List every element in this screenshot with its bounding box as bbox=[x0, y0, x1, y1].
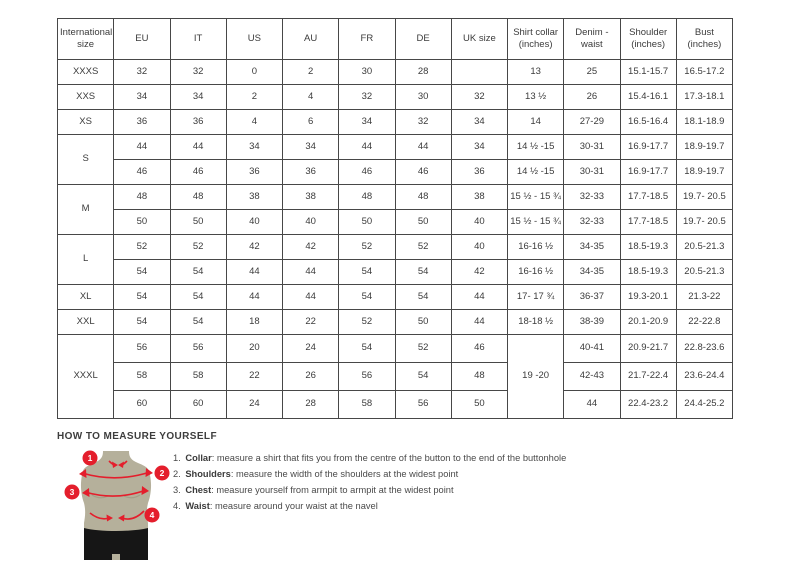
table-cell: 44 bbox=[226, 285, 282, 310]
step-number: 1. bbox=[173, 453, 181, 463]
header-row bbox=[58, 19, 733, 60]
table-cell: 32 bbox=[451, 85, 507, 110]
table-cell: 13 ½ bbox=[508, 85, 564, 110]
table-cell: 18.5-19.3 bbox=[620, 235, 676, 260]
step-number: 3. bbox=[173, 485, 181, 495]
table-cell: 27-29 bbox=[564, 110, 620, 135]
table-cell: 54 bbox=[170, 310, 226, 335]
table-cell: 34 bbox=[451, 110, 507, 135]
table-cell: 46 bbox=[114, 160, 170, 185]
size-label-cell: M bbox=[58, 185, 114, 235]
table-row bbox=[58, 185, 733, 210]
table-cell: 32 bbox=[170, 60, 226, 85]
column-header: International size bbox=[58, 19, 114, 60]
size-label-cell: XS bbox=[58, 110, 114, 135]
table-cell: 40 bbox=[451, 210, 507, 235]
measure-section-title: HOW TO MEASURE YOURSELF bbox=[57, 431, 217, 442]
table-cell: 21.3-22 bbox=[676, 285, 732, 310]
table-cell: 56 bbox=[170, 335, 226, 363]
table-cell: 24 bbox=[283, 335, 339, 363]
column-header: Shoulder (inches) bbox=[620, 19, 676, 60]
measure-step bbox=[173, 498, 733, 514]
table-cell: 34 bbox=[283, 135, 339, 160]
marker-4 bbox=[145, 508, 160, 523]
size-label-cell: XXXL bbox=[58, 335, 114, 419]
table-row bbox=[58, 310, 733, 335]
table-cell: 42 bbox=[226, 235, 282, 260]
table-cell: 38 bbox=[226, 185, 282, 210]
table-cell: 48 bbox=[451, 363, 507, 391]
table-cell: 18.9-19.7 bbox=[676, 160, 732, 185]
table-cell: 34 bbox=[339, 110, 395, 135]
table-cell: 40-41 bbox=[564, 335, 620, 363]
size-label-cell: XXL bbox=[58, 310, 114, 335]
table-cell: 20.1-20.9 bbox=[620, 310, 676, 335]
table-cell: 50 bbox=[170, 210, 226, 235]
table-cell: 44 bbox=[451, 285, 507, 310]
table-cell: 52 bbox=[170, 235, 226, 260]
table-cell: 36 bbox=[283, 160, 339, 185]
table-cell: 36-37 bbox=[564, 285, 620, 310]
step-label: Waist bbox=[185, 501, 210, 511]
table-cell: 54 bbox=[339, 260, 395, 285]
column-header: Bust (inches) bbox=[676, 19, 732, 60]
table-cell: 19.7- 20.5 bbox=[676, 210, 732, 235]
table-cell: 17- 17 ¾ bbox=[508, 285, 564, 310]
table-cell: 17.7-18.5 bbox=[620, 210, 676, 235]
table-cell: 44 bbox=[564, 391, 620, 419]
table-cell: 36 bbox=[226, 160, 282, 185]
column-header: Shirt collar (inches) bbox=[508, 19, 564, 60]
table-cell: 15.1-15.7 bbox=[620, 60, 676, 85]
table-cell: 17.3-18.1 bbox=[676, 85, 732, 110]
table-cell: 22.4-23.2 bbox=[620, 391, 676, 419]
table-cell: 54 bbox=[395, 363, 451, 391]
table-cell: 54 bbox=[114, 310, 170, 335]
step-description: : measure yourself from armpit to armpit at the widest point bbox=[211, 485, 454, 495]
table-cell: 25 bbox=[564, 60, 620, 85]
table-cell: 54 bbox=[170, 260, 226, 285]
table-cell: 20.5-21.3 bbox=[676, 260, 732, 285]
table-cell: 22-22.8 bbox=[676, 310, 732, 335]
table-cell: 22 bbox=[226, 363, 282, 391]
table-cell: 16-16 ½ bbox=[508, 260, 564, 285]
table-row bbox=[58, 391, 733, 419]
table-cell: 4 bbox=[226, 110, 282, 135]
measurement-figure bbox=[60, 449, 176, 563]
table-cell: 14 bbox=[508, 110, 564, 135]
column-header: IT bbox=[170, 19, 226, 60]
table-row bbox=[58, 363, 733, 391]
table-cell: 36 bbox=[170, 110, 226, 135]
svg-text:1: 1 bbox=[87, 453, 93, 463]
size-label-cell: S bbox=[58, 135, 114, 185]
table-cell: 18.1-18.9 bbox=[676, 110, 732, 135]
table-cell: 32-33 bbox=[564, 185, 620, 210]
torso-illustration-icon bbox=[60, 449, 176, 563]
table-row bbox=[58, 260, 733, 285]
table-cell: 30 bbox=[339, 60, 395, 85]
table-cell: 34-35 bbox=[564, 260, 620, 285]
measure-step bbox=[173, 450, 733, 466]
table-cell: 58 bbox=[114, 363, 170, 391]
table-cell: 54 bbox=[339, 285, 395, 310]
table-cell: 48 bbox=[395, 185, 451, 210]
size-label-cell: L bbox=[58, 235, 114, 285]
table-cell: 36 bbox=[451, 160, 507, 185]
step-description: : measure a shirt that fits you from the centre of the button to the end of the buttonhole bbox=[211, 453, 567, 463]
table-cell: 16.5-17.2 bbox=[676, 60, 732, 85]
measure-step bbox=[173, 482, 733, 498]
table-cell: 50 bbox=[395, 210, 451, 235]
table-row bbox=[58, 110, 733, 135]
step-label: Shoulders bbox=[185, 469, 231, 479]
table-row bbox=[58, 60, 733, 85]
table-row bbox=[58, 235, 733, 260]
table-cell: 36 bbox=[114, 110, 170, 135]
table-cell: 46 bbox=[170, 160, 226, 185]
table-cell: 60 bbox=[170, 391, 226, 419]
table-cell: 16.9-17.7 bbox=[620, 135, 676, 160]
table-row bbox=[58, 135, 733, 160]
table-cell: 48 bbox=[339, 185, 395, 210]
table-cell: 44 bbox=[339, 135, 395, 160]
step-number: 4. bbox=[173, 501, 181, 511]
table-cell: 44 bbox=[451, 310, 507, 335]
table-cell: 18-18 ½ bbox=[508, 310, 564, 335]
measure-step bbox=[173, 466, 733, 482]
table-cell: 50 bbox=[339, 210, 395, 235]
column-header: AU bbox=[283, 19, 339, 60]
table-cell: 52 bbox=[339, 235, 395, 260]
table-cell: 2 bbox=[226, 85, 282, 110]
table-cell: 46 bbox=[395, 160, 451, 185]
table-cell: 24 bbox=[226, 391, 282, 419]
table-cell: 46 bbox=[451, 335, 507, 363]
table-cell: 44 bbox=[283, 285, 339, 310]
table-cell: 52 bbox=[395, 235, 451, 260]
table-cell: 48 bbox=[114, 185, 170, 210]
table-cell: 23.6-24.4 bbox=[676, 363, 732, 391]
table-cell: 16.5-16.4 bbox=[620, 110, 676, 135]
table-cell: 17.7-18.5 bbox=[620, 185, 676, 210]
table-cell: 32 bbox=[339, 85, 395, 110]
table-row bbox=[58, 160, 733, 185]
table-cell: 32-33 bbox=[564, 210, 620, 235]
table-cell: 24.4-25.2 bbox=[676, 391, 732, 419]
table-cell: 34 bbox=[451, 135, 507, 160]
table-cell bbox=[451, 60, 507, 85]
table-cell: 30-31 bbox=[564, 160, 620, 185]
table-cell: 54 bbox=[114, 285, 170, 310]
table-cell: 38 bbox=[283, 185, 339, 210]
table-cell: 58 bbox=[339, 391, 395, 419]
size-label-cell: XXXS bbox=[58, 60, 114, 85]
table-cell: 18 bbox=[226, 310, 282, 335]
step-description: : measure around your waist at the navel bbox=[209, 501, 378, 511]
svg-text:2: 2 bbox=[159, 468, 165, 478]
table-cell: 21.7-22.4 bbox=[620, 363, 676, 391]
table-cell: 14 ½ -15 bbox=[508, 160, 564, 185]
table-cell: 48 bbox=[170, 185, 226, 210]
table-cell: 22 bbox=[283, 310, 339, 335]
table-cell: 15 ½ - 15 ¾ bbox=[508, 185, 564, 210]
table-cell: 54 bbox=[170, 285, 226, 310]
table-cell: 42 bbox=[451, 260, 507, 285]
table-cell: 16.9-17.7 bbox=[620, 160, 676, 185]
table-cell: 54 bbox=[395, 260, 451, 285]
table-cell: 18.5-19.3 bbox=[620, 260, 676, 285]
table-cell: 20.9-21.7 bbox=[620, 335, 676, 363]
table-cell: 44 bbox=[114, 135, 170, 160]
table-cell: 50 bbox=[395, 310, 451, 335]
table-cell: 38 bbox=[451, 185, 507, 210]
marker-1 bbox=[83, 451, 98, 466]
step-label: Collar bbox=[185, 453, 212, 463]
table-cell: 58 bbox=[170, 363, 226, 391]
table-cell: 22.8-23.6 bbox=[676, 335, 732, 363]
table-cell: 54 bbox=[395, 285, 451, 310]
table-row bbox=[58, 285, 733, 310]
table-cell: 28 bbox=[283, 391, 339, 419]
table-cell: 14 ½ -15 bbox=[508, 135, 564, 160]
table-cell: 38-39 bbox=[564, 310, 620, 335]
table-cell: 54 bbox=[114, 260, 170, 285]
table-cell: 18.9-19.7 bbox=[676, 135, 732, 160]
table-cell: 19.7- 20.5 bbox=[676, 185, 732, 210]
table-cell: 56 bbox=[339, 363, 395, 391]
table-cell: 44 bbox=[170, 135, 226, 160]
table-cell: 0 bbox=[226, 60, 282, 85]
table-cell: 42-43 bbox=[564, 363, 620, 391]
table-cell: 6 bbox=[283, 110, 339, 135]
column-header: DE bbox=[395, 19, 451, 60]
table-cell: 44 bbox=[283, 260, 339, 285]
size-table bbox=[57, 18, 733, 419]
table-cell: 40 bbox=[283, 210, 339, 235]
table-cell: 13 bbox=[508, 60, 564, 85]
table-cell: 26 bbox=[564, 85, 620, 110]
size-label-cell: XXS bbox=[58, 85, 114, 110]
table-cell: 60 bbox=[114, 391, 170, 419]
table-cell: 40 bbox=[451, 235, 507, 260]
table-cell: 4 bbox=[283, 85, 339, 110]
svg-text:4: 4 bbox=[149, 510, 155, 520]
table-cell: 20.5-21.3 bbox=[676, 235, 732, 260]
table-cell: 56 bbox=[114, 335, 170, 363]
table-row bbox=[58, 85, 733, 110]
table-cell: 15 ½ - 15 ¾ bbox=[508, 210, 564, 235]
column-header: UK size bbox=[451, 19, 507, 60]
table-cell: 30-31 bbox=[564, 135, 620, 160]
table-cell: 15.4-16.1 bbox=[620, 85, 676, 110]
table-cell: 34 bbox=[170, 85, 226, 110]
table-cell: 32 bbox=[395, 110, 451, 135]
column-header: US bbox=[226, 19, 282, 60]
table-cell: 30 bbox=[395, 85, 451, 110]
table-cell: 2 bbox=[283, 60, 339, 85]
table-cell: 50 bbox=[451, 391, 507, 419]
table-cell: 32 bbox=[114, 60, 170, 85]
table-cell: 44 bbox=[226, 260, 282, 285]
table-cell: 44 bbox=[395, 135, 451, 160]
step-description: : measure the width of the shoulders at the widest point bbox=[230, 469, 459, 479]
measure-steps bbox=[173, 450, 733, 514]
table-cell: 56 bbox=[395, 391, 451, 419]
table-row bbox=[58, 335, 733, 363]
table-cell: 34-35 bbox=[564, 235, 620, 260]
table-cell: 52 bbox=[114, 235, 170, 260]
marker-3 bbox=[65, 485, 80, 500]
table-cell: 20 bbox=[226, 335, 282, 363]
table-cell: 54 bbox=[339, 335, 395, 363]
step-number: 2. bbox=[173, 469, 181, 479]
table-cell: 19.3-20.1 bbox=[620, 285, 676, 310]
table-cell: 52 bbox=[339, 310, 395, 335]
column-header: FR bbox=[339, 19, 395, 60]
column-header: Denim - waist bbox=[564, 19, 620, 60]
table-cell: 46 bbox=[339, 160, 395, 185]
column-header: EU bbox=[114, 19, 170, 60]
table-cell: 50 bbox=[114, 210, 170, 235]
table-cell: 42 bbox=[283, 235, 339, 260]
step-label: Chest bbox=[185, 485, 212, 495]
table-cell: 34 bbox=[114, 85, 170, 110]
table-cell: 52 bbox=[395, 335, 451, 363]
table-cell: 16-16 ½ bbox=[508, 235, 564, 260]
table-cell: 26 bbox=[283, 363, 339, 391]
size-label-cell: XL bbox=[58, 285, 114, 310]
svg-text:3: 3 bbox=[69, 487, 75, 497]
table-row bbox=[58, 210, 733, 235]
table-cell: 40 bbox=[226, 210, 282, 235]
collar-merged-cell: 19 -20 bbox=[508, 335, 564, 419]
marker-2 bbox=[155, 466, 170, 481]
table-cell: 34 bbox=[226, 135, 282, 160]
table-cell: 28 bbox=[395, 60, 451, 85]
